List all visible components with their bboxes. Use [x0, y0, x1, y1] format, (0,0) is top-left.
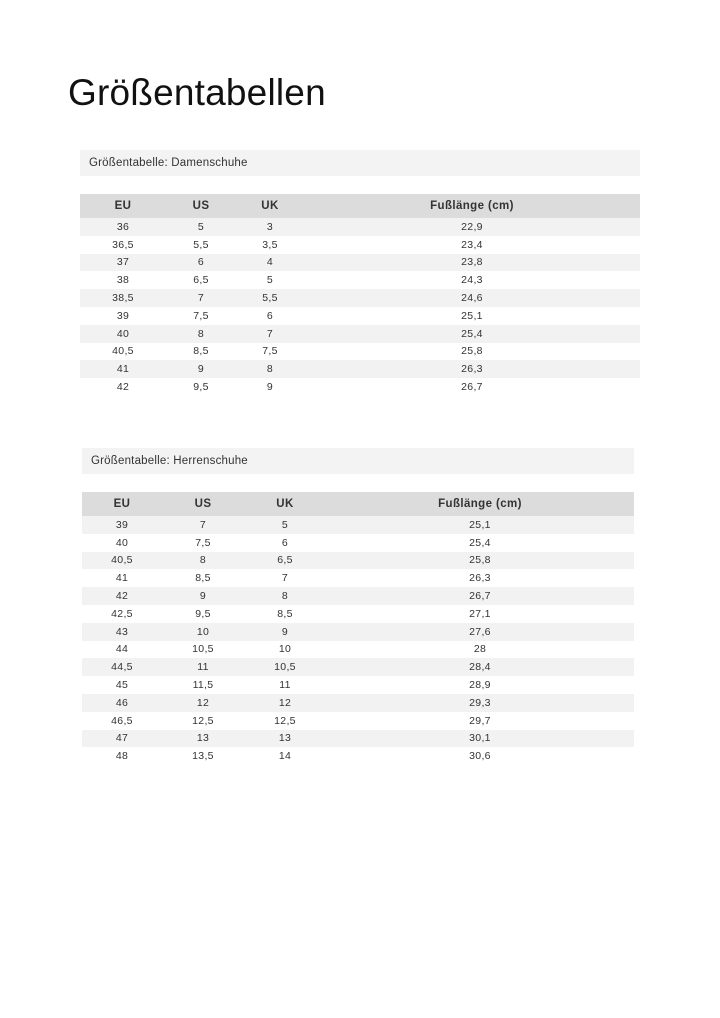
cell-foot-length: 25,8	[326, 552, 634, 570]
cell-uk: 12	[244, 694, 326, 712]
cell-foot-length: 28,4	[326, 658, 634, 676]
column-header-foot-length: Fußlänge (cm)	[326, 492, 634, 516]
table-row	[82, 569, 634, 587]
cell-uk: 6	[244, 534, 326, 552]
cell-uk: 3,5	[236, 236, 304, 254]
table-row	[82, 516, 634, 534]
cell-us: 7	[162, 516, 244, 534]
cell-eu: 42	[80, 378, 166, 396]
cell-us: 9	[162, 587, 244, 605]
table-row	[82, 712, 634, 730]
cell-us: 11	[162, 658, 244, 676]
cell-eu: 39	[80, 307, 166, 325]
cell-uk: 10,5	[244, 658, 326, 676]
cell-eu: 46,5	[82, 712, 162, 730]
table-row	[82, 747, 634, 765]
column-header-uk: UK	[244, 492, 326, 516]
cell-foot-length: 24,6	[304, 289, 640, 307]
cell-uk: 6	[236, 307, 304, 325]
cell-us: 8,5	[166, 343, 236, 361]
cell-eu: 40	[82, 534, 162, 552]
men-size-table	[82, 492, 634, 765]
cell-eu: 38	[80, 271, 166, 289]
cell-uk: 5	[236, 271, 304, 289]
cell-foot-length: 26,7	[326, 587, 634, 605]
cell-foot-length: 23,4	[304, 236, 640, 254]
cell-eu: 42	[82, 587, 162, 605]
cell-uk: 9	[244, 623, 326, 641]
cell-foot-length: 22,9	[304, 218, 640, 236]
cell-foot-length: 25,4	[304, 325, 640, 343]
cell-us: 8	[166, 325, 236, 343]
cell-eu: 36	[80, 218, 166, 236]
cell-uk: 12,5	[244, 712, 326, 730]
table-row	[80, 325, 640, 343]
cell-uk: 3	[236, 218, 304, 236]
table-row	[82, 730, 634, 748]
cell-eu: 42,5	[82, 605, 162, 623]
cell-foot-length: 25,4	[326, 534, 634, 552]
cell-eu: 43	[82, 623, 162, 641]
cell-eu: 46	[82, 694, 162, 712]
cell-us: 8,5	[162, 569, 244, 587]
cell-us: 8	[162, 552, 244, 570]
table-header-row	[82, 492, 634, 516]
cell-foot-length: 29,7	[326, 712, 634, 730]
cell-uk: 5,5	[236, 289, 304, 307]
table-row	[82, 694, 634, 712]
table-row	[80, 343, 640, 361]
cell-uk: 13	[244, 730, 326, 748]
women-size-section	[80, 150, 640, 396]
cell-eu: 48	[82, 747, 162, 765]
cell-uk: 9	[236, 378, 304, 396]
table-row	[82, 676, 634, 694]
cell-us: 7,5	[162, 534, 244, 552]
column-header-eu: EU	[80, 194, 166, 218]
men-table-caption: Größentabelle: Herrenschuhe	[82, 448, 634, 474]
women-table-caption: Größentabelle: Damenschuhe	[80, 150, 640, 176]
cell-us: 5,5	[166, 236, 236, 254]
cell-foot-length: 23,8	[304, 254, 640, 272]
table-header-row	[80, 194, 640, 218]
cell-uk: 8	[244, 587, 326, 605]
column-header-eu: EU	[82, 492, 162, 516]
page-title: Größentabellen	[68, 72, 326, 113]
cell-foot-length: 26,3	[304, 360, 640, 378]
cell-us: 7,5	[166, 307, 236, 325]
cell-uk: 7	[236, 325, 304, 343]
column-header-uk: UK	[236, 194, 304, 218]
cell-us: 6,5	[166, 271, 236, 289]
column-header-us: US	[166, 194, 236, 218]
cell-uk: 14	[244, 747, 326, 765]
women-size-table	[80, 194, 640, 396]
cell-uk: 8,5	[244, 605, 326, 623]
cell-us: 9,5	[162, 605, 244, 623]
cell-us: 9	[166, 360, 236, 378]
table-row	[80, 254, 640, 272]
cell-foot-length: 26,7	[304, 378, 640, 396]
cell-eu: 44	[82, 641, 162, 659]
cell-uk: 11	[244, 676, 326, 694]
cell-eu: 40,5	[80, 343, 166, 361]
cell-us: 13	[162, 730, 244, 748]
cell-eu: 38,5	[80, 289, 166, 307]
cell-foot-length: 30,6	[326, 747, 634, 765]
cell-eu: 44,5	[82, 658, 162, 676]
cell-eu: 39	[82, 516, 162, 534]
cell-us: 12,5	[162, 712, 244, 730]
cell-us: 9,5	[166, 378, 236, 396]
cell-eu: 36,5	[80, 236, 166, 254]
column-header-foot-length: Fußlänge (cm)	[304, 194, 640, 218]
cell-us: 10	[162, 623, 244, 641]
cell-foot-length: 28,9	[326, 676, 634, 694]
cell-eu: 41	[82, 569, 162, 587]
cell-eu: 40,5	[82, 552, 162, 570]
cell-foot-length: 30,1	[326, 730, 634, 748]
cell-eu: 41	[80, 360, 166, 378]
cell-eu: 45	[82, 676, 162, 694]
table-row	[82, 623, 634, 641]
cell-uk: 7	[244, 569, 326, 587]
table-row	[80, 378, 640, 396]
cell-uk: 7,5	[236, 343, 304, 361]
table-row	[82, 587, 634, 605]
table-row	[82, 552, 634, 570]
table-row	[80, 360, 640, 378]
cell-uk: 6,5	[244, 552, 326, 570]
table-row	[82, 605, 634, 623]
cell-foot-length: 27,6	[326, 623, 634, 641]
cell-uk: 8	[236, 360, 304, 378]
cell-eu: 47	[82, 730, 162, 748]
cell-us: 13,5	[162, 747, 244, 765]
cell-uk: 5	[244, 516, 326, 534]
cell-us: 12	[162, 694, 244, 712]
cell-us: 10,5	[162, 641, 244, 659]
cell-eu: 37	[80, 254, 166, 272]
cell-uk: 10	[244, 641, 326, 659]
table-row	[80, 236, 640, 254]
cell-foot-length: 25,1	[304, 307, 640, 325]
cell-foot-length: 26,3	[326, 569, 634, 587]
table-row	[80, 271, 640, 289]
column-header-us: US	[162, 492, 244, 516]
cell-uk: 4	[236, 254, 304, 272]
cell-us: 11,5	[162, 676, 244, 694]
table-row	[80, 307, 640, 325]
table-row	[80, 218, 640, 236]
cell-us: 7	[166, 289, 236, 307]
table-row	[80, 289, 640, 307]
cell-foot-length: 29,3	[326, 694, 634, 712]
women-table-body	[80, 218, 640, 396]
cell-foot-length: 27,1	[326, 605, 634, 623]
table-row	[82, 658, 634, 676]
cell-us: 5	[166, 218, 236, 236]
cell-foot-length: 25,1	[326, 516, 634, 534]
cell-foot-length: 25,8	[304, 343, 640, 361]
men-table-body	[82, 516, 634, 765]
table-row	[82, 641, 634, 659]
cell-foot-length: 28	[326, 641, 634, 659]
cell-us: 6	[166, 254, 236, 272]
men-size-section	[82, 448, 634, 765]
table-row	[82, 534, 634, 552]
cell-eu: 40	[80, 325, 166, 343]
cell-foot-length: 24,3	[304, 271, 640, 289]
